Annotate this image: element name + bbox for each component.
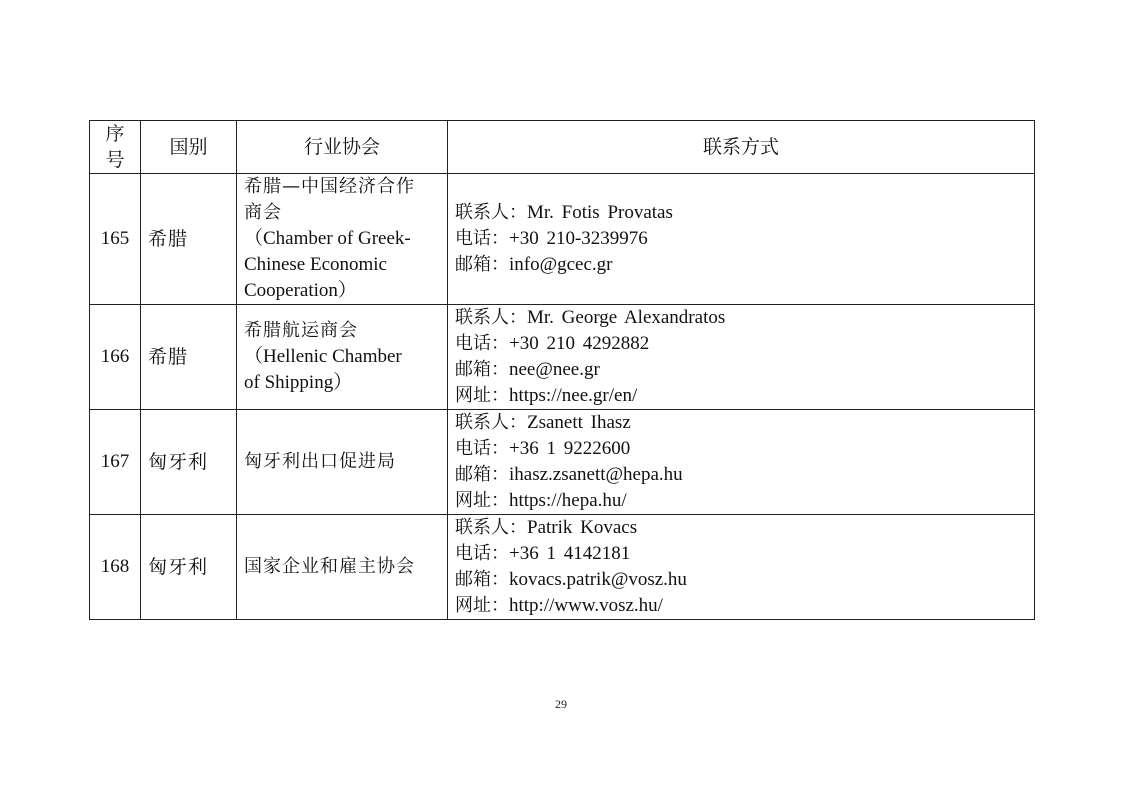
- assoc-line: （Hellenic Chamber: [244, 346, 402, 367]
- assoc-line: 国家企业和雇主协会: [244, 556, 415, 577]
- header-number: [90, 121, 141, 174]
- contact-line: [455, 488, 1027, 514]
- assoc-line: 希腊航运商会: [244, 320, 358, 341]
- contact-label: 邮箱：: [455, 464, 509, 485]
- contact-label: 电话：: [455, 543, 509, 564]
- row-contact: [448, 305, 1035, 410]
- contact-line: [455, 331, 1027, 357]
- row-number: 168: [90, 515, 141, 620]
- contact-value: Mr. George Alexandratos: [527, 307, 726, 328]
- contact-value: https://nee.gr/en/: [509, 385, 638, 406]
- table-row: [90, 305, 1035, 410]
- contact-value: info@gcec.gr: [509, 254, 613, 275]
- table-row: [90, 410, 1035, 515]
- row-country: 匈牙利: [141, 515, 237, 620]
- contact-value: +36 1 4142181: [509, 543, 631, 564]
- contact-label: 网址：: [455, 595, 509, 616]
- contact-line: [455, 593, 1027, 619]
- contact-value: https://hepa.hu/: [509, 490, 627, 511]
- table-row: [90, 515, 1035, 620]
- contact-value: Mr. Fotis Provatas: [527, 202, 673, 223]
- row-association: [237, 174, 448, 305]
- contact-label: 联系人：: [455, 517, 527, 538]
- row-contact: [448, 515, 1035, 620]
- contact-line: [455, 410, 1027, 436]
- contact-line: [455, 226, 1027, 252]
- contact-value: Patrik Kovacs: [527, 517, 638, 538]
- contact-line: [455, 541, 1027, 567]
- contact-value: nee@nee.gr: [509, 359, 600, 380]
- row-association: [237, 410, 448, 515]
- header-number-line1: 序: [105, 123, 125, 145]
- row-contact: [448, 410, 1035, 515]
- row-country: 匈牙利: [141, 410, 237, 515]
- contact-line: [455, 383, 1027, 409]
- contact-line: [455, 252, 1027, 278]
- contact-line: [455, 462, 1027, 488]
- header-country: 国别: [141, 121, 237, 174]
- contact-line: [455, 200, 1027, 226]
- page-number: 29: [555, 697, 567, 711]
- assoc-line: 匈牙利出口促进局: [244, 451, 396, 472]
- contact-label: 联系人：: [455, 202, 527, 223]
- contact-value: +30 210 4292882: [509, 333, 650, 354]
- contact-value: Zsanett Ihasz: [527, 412, 631, 433]
- row-contact: [448, 174, 1035, 305]
- contact-label: 网址：: [455, 385, 509, 406]
- contact-label: 联系人：: [455, 307, 527, 328]
- contact-line: [455, 436, 1027, 462]
- contact-line: [455, 305, 1027, 331]
- contact-label: 邮箱：: [455, 569, 509, 590]
- assoc-line: of Shipping）: [244, 372, 353, 393]
- contact-label: 邮箱：: [455, 254, 509, 275]
- assoc-line: 商会: [244, 202, 282, 223]
- row-association: [237, 305, 448, 410]
- contact-label: 电话：: [455, 438, 509, 459]
- contact-value: http://www.vosz.hu/: [509, 595, 663, 616]
- contact-value: kovacs.patrik@vosz.hu: [509, 569, 687, 590]
- row-country: 希腊: [141, 305, 237, 410]
- assoc-line: 希腊—中国经济合作: [244, 176, 415, 197]
- contact-label: 网址：: [455, 490, 509, 511]
- contact-label: 电话：: [455, 228, 509, 249]
- contact-value: +36 1 9222600: [509, 438, 631, 459]
- contact-label: 邮箱：: [455, 359, 509, 380]
- contact-line: [455, 357, 1027, 383]
- contact-line: [455, 567, 1027, 593]
- row-number: 167: [90, 410, 141, 515]
- table-row: [90, 174, 1035, 305]
- contacts-table: [89, 120, 1035, 620]
- contact-value: ihasz.zsanett@hepa.hu: [509, 464, 683, 485]
- row-number: 165: [90, 174, 141, 305]
- assoc-line: Cooperation）: [244, 280, 357, 301]
- header-contact: 联系方式: [448, 121, 1035, 174]
- contact-label: 电话：: [455, 333, 509, 354]
- row-country: 希腊: [141, 174, 237, 305]
- header-number-line2: 号: [105, 149, 125, 171]
- header-association: 行业协会: [237, 121, 448, 174]
- header-row: [90, 121, 1035, 174]
- contact-label: 联系人：: [455, 412, 527, 433]
- contact-value: +30 210-3239976: [509, 228, 648, 249]
- row-number: 166: [90, 305, 141, 410]
- row-association: [237, 515, 448, 620]
- contact-line: [455, 515, 1027, 541]
- assoc-line: Chinese Economic: [244, 254, 387, 275]
- assoc-line: （Chamber of Greek-: [244, 228, 411, 249]
